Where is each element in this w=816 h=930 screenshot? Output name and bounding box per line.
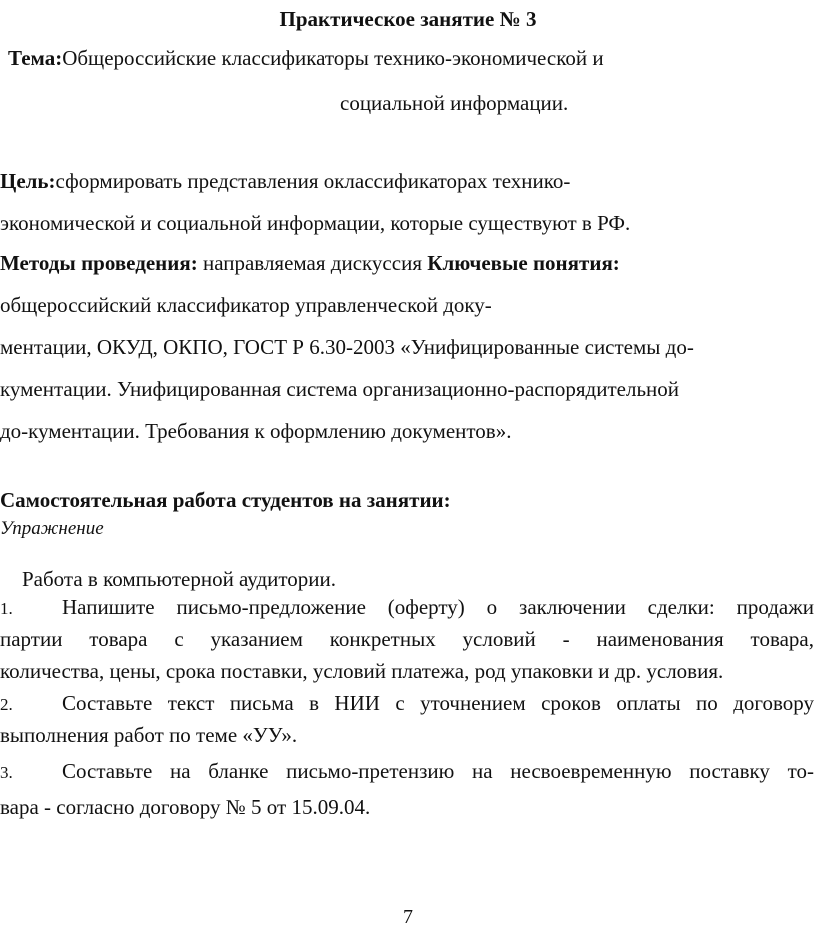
task-3-line-2: вара - согласно договору № 5 от 15.09.04. xyxy=(0,795,371,819)
methods-line xyxy=(0,250,620,276)
concepts-line-2: ментации, ОКУД, ОКПО, ГОСТ Р 6.30-2003 «Унифицированные системы до- xyxy=(0,335,694,359)
task-2-line-2: выполнения работ по теме «УУ». xyxy=(0,723,298,747)
topic-line-2: социальной информации. xyxy=(340,91,569,115)
goal-line-1 xyxy=(0,168,570,194)
concepts-line-1: общероссийский классификатор управленческой доку- xyxy=(0,293,492,317)
task-3-line-1: Составьте на бланке письмо-претензию на несвоевременную поставку то- xyxy=(62,759,814,783)
methods-label: Методы проведения: xyxy=(0,251,198,275)
topic-label: Тема: xyxy=(8,46,63,70)
task-2-number: 2. xyxy=(0,695,13,714)
page-title: Практическое занятие № 3 xyxy=(279,7,537,31)
page-number: 7 xyxy=(403,906,413,928)
goal-line-2: экономической и социальной информации, которые существуют в РФ. xyxy=(0,211,631,235)
exercise-intro: Работа в компьютерной аудитории. xyxy=(22,567,337,591)
concepts-line-3: кументации. Унифицированная система организационно-распорядительной xyxy=(0,377,679,401)
exercise-label: Упражнение xyxy=(0,518,104,539)
concepts-line-4: до-кументации. Требования к оформлению документов». xyxy=(0,419,512,443)
methods-text: направляемая дискуссия xyxy=(197,251,428,275)
topic-line-1 xyxy=(8,45,604,71)
concepts-label: Ключевые понятия: xyxy=(427,251,620,275)
goal-text-1: сформировать представления оклассификаторах технико- xyxy=(55,169,571,193)
task-2-line-1: Составьте текст письма в НИИ с уточнением сроков оплаты по договору xyxy=(62,691,814,715)
task-1-line-2: партии товара с указанием конкретных условий - наименования товара, xyxy=(0,627,814,651)
topic-text-1: Общероссийские классификаторы технико-экономической и xyxy=(62,46,604,70)
task-3-number: 3. xyxy=(0,763,13,782)
task-1-number: 1. xyxy=(0,599,13,618)
independent-work-heading: Самостоятельная работа студентов на занятии: xyxy=(0,488,451,512)
goal-label: Цель: xyxy=(0,169,56,193)
task-1-line-1: Напишите письмо-предложение (оферту) о заключении сделки: продажи xyxy=(62,595,814,619)
task-1-line-3: количества, цены, срока поставки, условий платежа, род упаковки и др. условия. xyxy=(0,659,724,683)
